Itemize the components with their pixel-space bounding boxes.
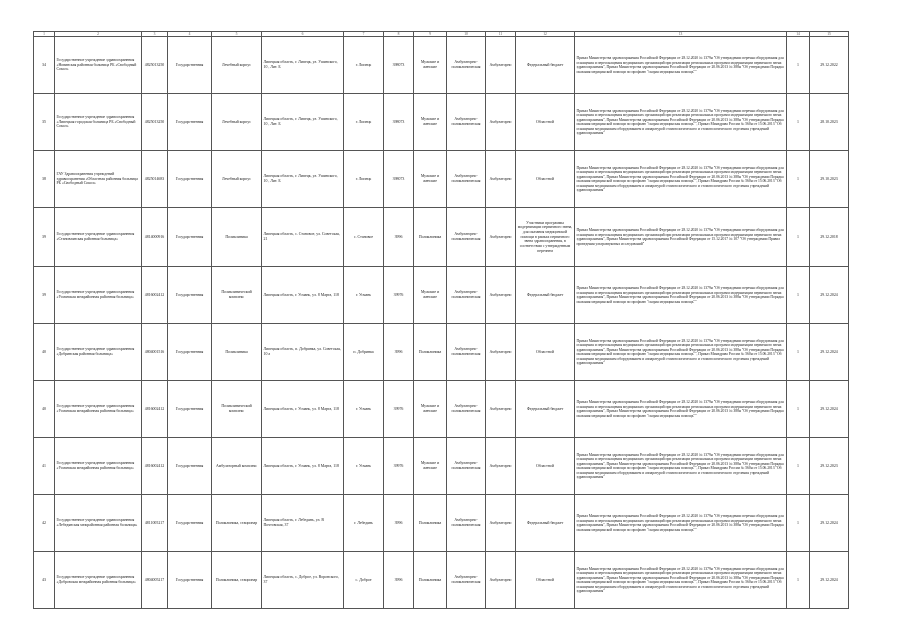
patient-category-cell: Поликлиника (414, 208, 447, 267)
address-cell: Липецкая область, г. Липецк, ул. Ушинского, 10 , Лит. Б (262, 151, 344, 208)
locality-cell: г. Лебедянь (344, 495, 384, 552)
profile-cell: Амбулаторно-поликлиническая (447, 438, 486, 495)
ownership-form-cell: Государственная (168, 438, 212, 495)
column-number-cell: 7 (344, 32, 384, 37)
column-number-cell: 5 (212, 32, 262, 37)
inn-cell: 4825013250 (142, 94, 168, 151)
column-number-cell: 10 (447, 32, 486, 37)
equipment-table (33, 31, 849, 609)
date-cell: 29.12.2024 (810, 324, 849, 381)
table-row (34, 208, 849, 267)
inn-cell: 4816002412 (142, 381, 168, 438)
regulatory-document-cell: Приказ Министерства здравоохранения Российской Федерации от 28.12.2020 № 1379н "Об утверждении перечня оборудования для оснащения и переоснащения медицинских организаций при реализации региональных программ модернизации первичного звена здравоохранения", Приказ Министерства здравоохранения Российской Федерации от 20.06.2013 № 388н "Об утверждении Порядка оказания медицинской помощи по профилю "скорая медицинская помощь"", Приказ Минздрава России № 560н от 15.06.2013 "Об оснащении медицинским оборудованием и аппаратурой стоматологического и стоматологического отделения учреждений здравоохранения" (575, 94, 787, 151)
column-number-cell: 8 (384, 32, 414, 37)
inn-cell: 4816002412 (142, 267, 168, 324)
address-cell: Липецкая область, г. Липецк, ул. Ушинского, 10 , Лит. Б (262, 94, 344, 151)
date-cell: 29.12.2022 (810, 37, 849, 94)
postal-index-cell: 3996 (384, 495, 414, 552)
table-row (34, 495, 849, 552)
locality-cell: г. Усмань (344, 381, 384, 438)
column-number-cell: 9 (414, 32, 447, 37)
date-cell: 28.10.2023 (810, 94, 849, 151)
inn-cell: 4804005217 (142, 552, 168, 609)
profile-cell: Амбулаторно-поликлиническая (447, 208, 486, 267)
organization-name-cell: Государственное учреждение здравоохранения «Липецкая городская больница РБ «Свободный Сокол» (55, 94, 142, 151)
column-number-cell: 3 (142, 32, 168, 37)
row-number-cell: 40 (34, 381, 55, 438)
building-type-cell: Поликлиника, стационар (212, 495, 262, 552)
table-row (34, 324, 849, 381)
building-type-cell: Поликлиника (212, 208, 262, 267)
quantity-cell: 1 (787, 267, 810, 324)
building-type-cell: Лечебный корпус (212, 37, 262, 94)
ownership-form-cell: Государственная (168, 208, 212, 267)
postal-index-cell: 3996 (384, 208, 414, 267)
quantity-cell: 1 (787, 324, 810, 381)
care-form-cell: Амбулаторно (486, 495, 516, 552)
patient-category-cell: Мужские и женские (414, 37, 447, 94)
financing-cell: Федеральный бюджет (516, 267, 575, 324)
ownership-form-cell: Государственная (168, 37, 212, 94)
organization-name-cell: Государственное учреждение здравоохранения «Усманская межрайонная районная больница» (55, 267, 142, 324)
locality-cell: г. Усмань (344, 438, 384, 495)
care-form-cell: Амбулаторно (486, 438, 516, 495)
building-type-cell: Лечебный корпус (212, 151, 262, 208)
row-number-cell: 42 (34, 495, 55, 552)
care-form-cell: Амбулаторно (486, 267, 516, 324)
regulatory-document-cell: Приказ Министерства здравоохранения Российской Федерации от 28.12.2020 № 1379н "Об утверждении перечня оборудования для оснащения и переоснащения медицинских организаций при реализации региональных программ модернизации первичного звена здравоохранения", Приказ Министерства здравоохранения Российской Федерации от 20.06.2013 № 388н "Об утверждении Порядка оказания медицинской помощи по профилю "скорая медицинская помощь"" (575, 37, 787, 94)
date-cell: 29.12.2024 (810, 495, 849, 552)
postal-index-cell: 39976 (384, 438, 414, 495)
regulatory-document-cell: Приказ Министерства здравоохранения Российской Федерации от 28.12.2020 № 1379н "Об утверждении перечня оборудования для оснащения и переоснащения медицинских организаций при реализации региональных программ модернизации первичного звена здравоохранения", Приказ Министерства здравоохранения Российской Федерации от 20.06.2013 № 388н "Об утверждении Порядка оказания медицинской помощи по профилю "скорая медицинская помощь"" (575, 267, 787, 324)
address-cell: Липецкая область, г. Усмань, ул. 8 Марта, 118 (262, 267, 344, 324)
row-number-cell: 39 (34, 208, 55, 267)
inn-cell: 4811005217 (142, 495, 168, 552)
organization-name-cell: Государственное учреждение здравоохранения «Добринская районная больница» (55, 324, 142, 381)
inn-cell: 4825014683 (142, 151, 168, 208)
financing-cell: Областной (516, 94, 575, 151)
organization-name-cell: Государственное учреждение здравоохранения «Становлянская районная больница» (55, 208, 142, 267)
profile-cell: Амбулаторно-поликлиническая (447, 381, 486, 438)
row-number-cell: 38 (34, 151, 55, 208)
organization-name-cell: Государственное учреждение здравоохранения «Добровская межрайонная районная больница» (55, 552, 142, 609)
care-form-cell: Амбулаторно (486, 552, 516, 609)
locality-cell: п. Добринка (344, 324, 384, 381)
regulatory-document-cell: Приказ Министерства здравоохранения Российской Федерации от 28.12.2020 № 1379н "Об утверждении перечня оборудования для оснащения и переоснащения медицинских организаций при реализации региональных программ модернизации первичного звена здравоохранения", Приказ Министерства здравоохранения Российской Федерации от 20.06.2013 № 388н "Об утверждении Порядка оказания медицинской помощи по профилю "скорая медицинская помощь"", Приказ Минздрава России № 560н от 15.06.2013 "Об оснащении медицинским оборудованием и аппаратурой стоматологического и стоматологического отделения учреждений здравоохранения" (575, 552, 787, 609)
financing-cell: Областной (516, 438, 575, 495)
ownership-form-cell: Государственная (168, 495, 212, 552)
regulatory-document-cell: Приказ Министерства здравоохранения Российской Федерации от 28.12.2020 № 1379н "Об утверждении перечня оборудования для оснащения и переоснащения медицинских организаций при реализации региональных программ модернизации первичного звена здравоохранения", Приказ Министерства здравоохранения Российской Федерации от 20.06.2013 № 388н "Об утверждении Порядка оказания медицинской помощи по профилю "скорая медицинская помощь"", Приказ Минздрава России № 560н от 15.06.2013 "Об оснащении медицинским оборудованием и аппаратурой стоматологического и стоматологического отделения учреждений здравоохранения" (575, 151, 787, 208)
ownership-form-cell: Государственная (168, 381, 212, 438)
column-number-cell: 12 (516, 32, 575, 37)
address-cell: Липецкая область, п. Добринка, ул. Советская, 10 а (262, 324, 344, 381)
financing-cell: Участники программы модернизации первичного звена, для оказания медицинской помощи в рамках первичного звена здравоохранения, в соответствии с утвержденным перечнем (516, 208, 575, 267)
financing-cell: Областной (516, 324, 575, 381)
financing-cell: Областной (516, 552, 575, 609)
profile-cell: Амбулаторно-поликлиническая (447, 267, 486, 324)
building-type-cell: Поликлиника (212, 324, 262, 381)
ownership-form-cell: Государственная (168, 151, 212, 208)
financing-cell: Федеральный бюджет (516, 381, 575, 438)
patient-category-cell: Поликлиника (414, 324, 447, 381)
column-number-cell: 14 (787, 32, 810, 37)
patient-category-cell: Мужские и женские (414, 381, 447, 438)
building-type-cell: Лечебный корпус (212, 94, 262, 151)
column-number-cell: 15 (810, 32, 849, 37)
profile-cell: Амбулаторно-поликлиническая (447, 37, 486, 94)
care-form-cell: Амбулаторно (486, 94, 516, 151)
column-number-cell: 1 (34, 32, 55, 37)
building-type-cell: Поликлиника, стационар (212, 552, 262, 609)
financing-cell: Федеральный бюджет (516, 37, 575, 94)
profile-cell: Амбулаторно-поликлиническая (447, 324, 486, 381)
regulatory-document-cell: Приказ Министерства здравоохранения Российской Федерации от 28.12.2020 № 1379н "Об утверждении перечня оборудования для оснащения и переоснащения медицинских организаций при реализации региональных программ модернизации первичного звена здравоохранения", Приказ Министерства здравоохранения Российской Федерации от 20.06.2013 № 388н "Об утверждении Порядка оказания медицинской помощи по профилю "скорая медицинская помощь"", Приказ Минздрава России № 560н от 15.06.2013 "Об оснащении медицинским оборудованием и аппаратурой стоматологического и стоматологического отделения учреждений здравоохранения" (575, 324, 787, 381)
quantity-cell: 1 (787, 438, 810, 495)
inn-cell: 4814000916 (142, 208, 168, 267)
regulatory-document-cell: Приказ Министерства здравоохранения Российской Федерации от 28.12.2020 № 1379н "Об утверждении перечня оборудования для оснащения и переоснащения медицинских организаций при реализации региональных программ модернизации первичного звена здравоохранения", Приказ Министерства здравоохранения Российской Федерации от 15.12.2017 № 107 "Об утверждении Правил проведения ультразвуковых исследований" (575, 208, 787, 267)
postal-index-cell: 398073 (384, 151, 414, 208)
patient-category-cell: Поликлиника (414, 495, 447, 552)
ownership-form-cell: Государственная (168, 552, 212, 609)
address-cell: Липецкая область, г. Усмань, ул. 8 Марта, 118 (262, 438, 344, 495)
date-cell: 29.12.2024 (810, 267, 849, 324)
address-cell: Липецкая область, г. Лебедянь, ул. В Почтовская, 37 (262, 495, 344, 552)
ownership-form-cell: Государственная (168, 324, 212, 381)
date-cell: 29.12.2024 (810, 381, 849, 438)
column-number-cell: 13 (575, 32, 787, 37)
quantity-cell: 1 (787, 495, 810, 552)
row-number-cell: 41 (34, 438, 55, 495)
profile-cell: Амбулаторно-поликлиническая (447, 552, 486, 609)
care-form-cell: Амбулаторно (486, 324, 516, 381)
address-cell: Липецкая область, г. Липецк, ул. Ушинского, 10 , Лит. Б (262, 37, 344, 94)
quantity-cell: 1 (787, 552, 810, 609)
date-cell: 29.10.2023 (810, 151, 849, 208)
table-row (34, 381, 849, 438)
row-number-cell: 40 (34, 324, 55, 381)
ownership-form-cell: Государственная (168, 94, 212, 151)
quantity-cell: 1 (787, 151, 810, 208)
column-number-cell: 2 (55, 32, 142, 37)
column-number-cell: 11 (486, 32, 516, 37)
quantity-cell: 1 (787, 208, 810, 267)
care-form-cell: Амбулаторно (486, 208, 516, 267)
organization-name-cell: Государственное учреждение здравоохранения «Усманская межрайонная районная больница» (55, 438, 142, 495)
table-body (34, 32, 849, 609)
care-form-cell: Амбулаторно (486, 381, 516, 438)
locality-cell: г. Липецк (344, 94, 384, 151)
locality-cell: г. Липецк (344, 37, 384, 94)
profile-cell: Амбулаторно-поликлиническая (447, 151, 486, 208)
patient-category-cell: Мужские и женские (414, 438, 447, 495)
address-cell: Липецкая область, с. Доброе, ул. Воронского, 37 (262, 552, 344, 609)
profile-cell: Амбулаторно-поликлиническая (447, 94, 486, 151)
column-number-cell: 6 (262, 32, 344, 37)
regulatory-document-cell: Приказ Министерства здравоохранения Российской Федерации от 28.12.2020 № 1379н "Об утверждении перечня оборудования для оснащения и переоснащения медицинских организаций при реализации региональных программ модернизации первичного звена здравоохранения", Приказ Министерства здравоохранения Российской Федерации от 20.06.2013 № 388н "Об утверждении Порядка оказания медицинской помощи по профилю "скорая медицинская помощь"" (575, 495, 787, 552)
patient-category-cell: Мужские и женские (414, 267, 447, 324)
patient-category-cell: Поликлиника (414, 552, 447, 609)
building-type-cell: Амбулаторный комплекс (212, 438, 262, 495)
quantity-cell: 1 (787, 94, 810, 151)
regulatory-document-cell: Приказ Министерства здравоохранения Российской Федерации от 28.12.2020 № 1379н "Об утверждении перечня оборудования для оснащения и переоснащения медицинских организаций при реализации региональных программ модернизации первичного звена здравоохранения", Приказ Министерства здравоохранения Российской Федерации от 20.06.2013 № 388н "Об утверждении Порядка оказания медицинской помощи по профилю "скорая медицинская помощь"", Приказ Минздрава России № 560н от 15.06.2013 "Об оснащении медицинским оборудованием и аппаратурой стоматологического и стоматологического отделения учреждений здравоохранения" (575, 438, 787, 495)
column-number-cell: 4 (168, 32, 212, 37)
table-row (34, 151, 849, 208)
organization-name-cell: Государственное учреждение здравоохранения «Усманская межрайонная районная больница» (55, 381, 142, 438)
financing-cell: Областной (516, 151, 575, 208)
date-cell: 29.12.2023 (810, 438, 849, 495)
address-cell: Липецкая область, с. Становое, ул. Советская, 21 (262, 208, 344, 267)
postal-index-cell: 3996 (384, 552, 414, 609)
postal-index-cell: 398073 (384, 94, 414, 151)
inn-cell: 4825013250 (142, 37, 168, 94)
address-cell: Липецкая область, г. Усмань, ул. 8 Марта, 118 (262, 381, 344, 438)
inn-cell: 4816002412 (142, 438, 168, 495)
date-cell: 29.12.2018 (810, 208, 849, 267)
date-cell: 29.12.2024 (810, 552, 849, 609)
table-row (34, 267, 849, 324)
locality-cell: г. Усмань (344, 267, 384, 324)
care-form-cell: Амбулаторно (486, 37, 516, 94)
postal-index-cell: 398073 (384, 37, 414, 94)
postal-index-cell: 39976 (384, 267, 414, 324)
table-row (34, 37, 849, 94)
table-row (34, 552, 849, 609)
building-type-cell: Поликлинический комплекс (212, 267, 262, 324)
quantity-cell: 1 (787, 381, 810, 438)
inn-cell: 4804001516 (142, 324, 168, 381)
profile-cell: Амбулаторно-поликлиническая (447, 495, 486, 552)
postal-index-cell: 39976 (384, 381, 414, 438)
document-sheet (33, 31, 848, 609)
row-number-cell: 34 (34, 37, 55, 94)
building-type-cell: Поликлинический комплекс (212, 381, 262, 438)
row-number-cell: 43 (34, 552, 55, 609)
locality-cell: с. Доброе (344, 552, 384, 609)
postal-index-cell: 3996 (384, 324, 414, 381)
patient-category-cell: Мужские и женские (414, 151, 447, 208)
ownership-form-cell: Государственная (168, 267, 212, 324)
financing-cell: Федеральный бюджет (516, 495, 575, 552)
regulatory-document-cell: Приказ Министерства здравоохранения Российской Федерации от 28.12.2020 № 1379н "Об утверждении перечня оборудования для оснащения и переоснащения медицинских организаций при реализации региональных программ модернизации первичного звена здравоохранения", Приказ Министерства здравоохранения Российской Федерации от 20.06.2013 № 388н "Об утверждении Порядка оказания медицинской помощи по профилю "скорая медицинская помощь"" (575, 381, 787, 438)
care-form-cell: Амбулаторно (486, 151, 516, 208)
organization-name-cell: Государственное учреждение здравоохранения «Новинская районная больница РБ «Свободный Сокол» (55, 37, 142, 94)
locality-cell: г. Липецк (344, 151, 384, 208)
locality-cell: с. Становое (344, 208, 384, 267)
organization-name-cell: Государственное учреждение здравоохранения «Лебедянская межрайонная районная больница» (55, 495, 142, 552)
row-number-cell: 35 (34, 94, 55, 151)
table-row (34, 94, 849, 151)
patient-category-cell: Мужские и женские (414, 94, 447, 151)
table-row (34, 438, 849, 495)
row-number-cell: 39 (34, 267, 55, 324)
organization-name-cell: ГАУ Здравоохранения учреждений здравоохранения «Областная районная больница РБ «Свободный Сокол» (55, 151, 142, 208)
quantity-cell: 1 (787, 37, 810, 94)
